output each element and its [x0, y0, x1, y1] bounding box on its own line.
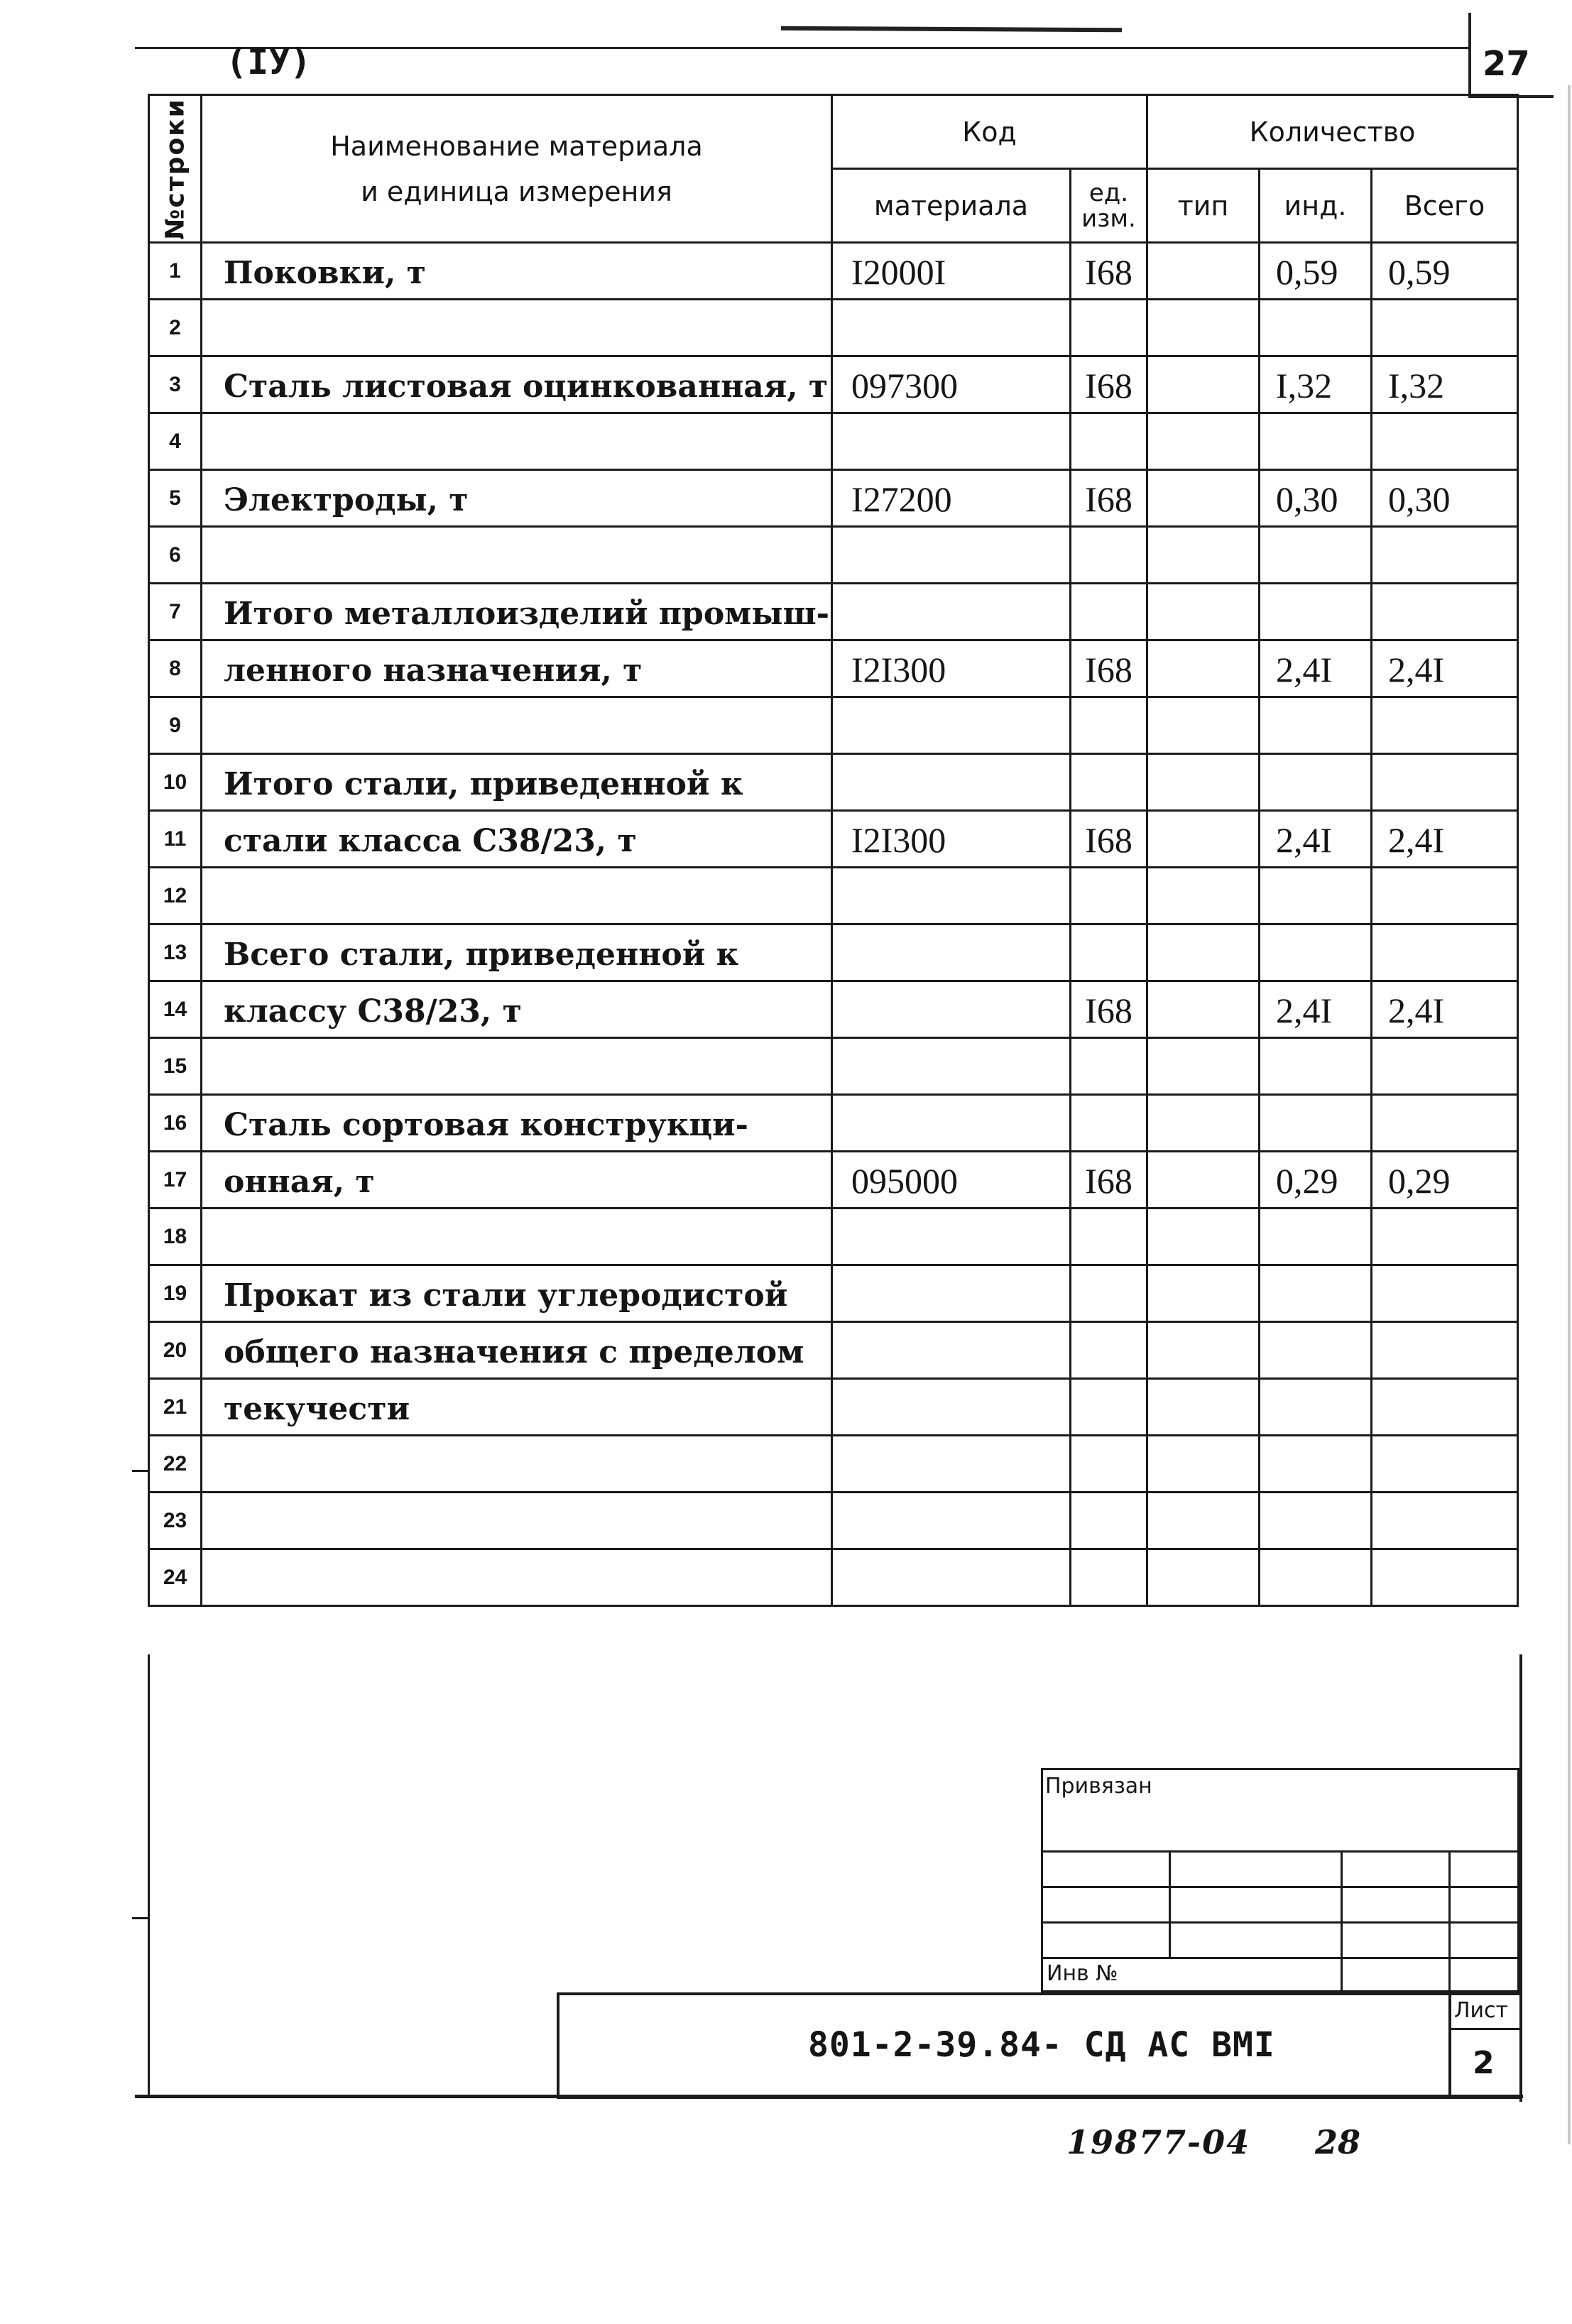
section-mark: (IУ) — [226, 41, 312, 82]
handwritten-archive-number: 19877-04 — [1066, 2123, 1251, 2161]
material-name-cell: текучести — [202, 1379, 832, 1436]
table-row — [149, 924, 1518, 981]
row-number-cell: 23 — [149, 1493, 202, 1549]
qty-type-cell — [1147, 1379, 1260, 1436]
qty-type-cell — [1147, 356, 1260, 413]
unit-code-cell — [1071, 1265, 1147, 1322]
qty-type-cell — [1147, 1549, 1260, 1606]
material-name-cell: Сталь сортовая конструкци- — [202, 1095, 832, 1152]
material-name-cell — [202, 1209, 832, 1265]
material-code-cell: I2I300 — [832, 640, 1071, 697]
qty-type-cell — [1147, 924, 1260, 981]
table-row — [149, 1379, 1518, 1436]
unit-code-cell — [1071, 1322, 1147, 1379]
unit-code-cell — [1071, 1038, 1147, 1095]
unit-code-cell: I68 — [1071, 243, 1147, 300]
qty-total-cell: 2,4I — [1372, 640, 1518, 697]
unit-code-cell — [1071, 1095, 1147, 1152]
stamp-line — [1041, 1886, 1519, 1888]
row-number-cell: 16 — [149, 1095, 202, 1152]
qty-ind-cell — [1260, 754, 1372, 811]
sheet-divider — [1448, 2028, 1522, 2030]
material-code-cell — [832, 981, 1071, 1038]
qty-ind-cell — [1260, 924, 1372, 981]
qty-total-cell — [1372, 1549, 1518, 1606]
margin-tick — [132, 1917, 149, 1919]
row-number-cell: 24 — [149, 1549, 202, 1606]
row-number-cell: 21 — [149, 1379, 202, 1436]
qty-ind-cell: 2,4I — [1260, 811, 1372, 868]
table-row — [149, 356, 1518, 413]
page-number: 27 — [1483, 44, 1530, 84]
material-code-cell — [832, 300, 1071, 356]
material-code-cell — [832, 1436, 1071, 1493]
unit-code-cell — [1071, 1379, 1147, 1436]
table-body — [149, 243, 1518, 1606]
table-row — [149, 811, 1518, 868]
qty-ind-cell — [1260, 413, 1372, 470]
table-row — [149, 697, 1518, 754]
qty-total-cell: I,32 — [1372, 356, 1518, 413]
qty-type-cell — [1147, 981, 1260, 1038]
material-code-cell — [832, 1095, 1071, 1152]
qty-ind-cell — [1260, 1265, 1372, 1322]
qty-total-cell — [1372, 1379, 1518, 1436]
qty-type-cell — [1147, 811, 1260, 868]
unit-code-cell — [1071, 413, 1147, 470]
row-number-cell: 14 — [149, 981, 202, 1038]
unit-code-cell — [1071, 697, 1147, 754]
row-number-cell: 22 — [149, 1436, 202, 1493]
table-row — [149, 1493, 1518, 1549]
material-code-cell: I2I300 — [832, 811, 1071, 868]
row-number-cell: 3 — [149, 356, 202, 413]
qty-total-cell — [1372, 1265, 1518, 1322]
unit-code-cell: I68 — [1071, 640, 1147, 697]
material-name-cell: Сталь листовая оцинкованная, т — [202, 356, 832, 413]
row-number-cell: 1 — [149, 243, 202, 300]
material-code-cell — [832, 584, 1071, 640]
material-code-cell: 095000 — [832, 1152, 1071, 1209]
unit-code-cell: I68 — [1071, 470, 1147, 527]
material-code-cell — [832, 1549, 1071, 1606]
unit-code-cell: I68 — [1071, 981, 1147, 1038]
qty-type-cell — [1147, 1436, 1260, 1493]
qty-total-cell — [1372, 924, 1518, 981]
qty-total-cell — [1372, 754, 1518, 811]
document-code: 801-2-39.84- СД АС ВМI — [808, 2025, 1275, 2065]
header-quantity: Количество — [1147, 95, 1518, 169]
qty-ind-cell: 2,4I — [1260, 981, 1372, 1038]
header-code-unit: ед. изм. — [1071, 169, 1147, 243]
qty-ind-cell — [1260, 1095, 1372, 1152]
unit-code-cell — [1071, 868, 1147, 924]
qty-total-cell: 2,4I — [1372, 811, 1518, 868]
material-name-cell: Всего стали, приведенной к — [202, 924, 832, 981]
stamp-line — [1341, 1850, 1343, 1992]
qty-ind-cell — [1260, 697, 1372, 754]
table-row — [149, 1038, 1518, 1095]
table-row — [149, 1322, 1518, 1379]
row-number-cell: 12 — [149, 868, 202, 924]
qty-total-cell — [1372, 413, 1518, 470]
unit-code-cell — [1071, 924, 1147, 981]
qty-ind-cell: 0,30 — [1260, 470, 1372, 527]
header-code: Код — [832, 95, 1147, 169]
row-number-cell: 18 — [149, 1209, 202, 1265]
material-name-cell — [202, 413, 832, 470]
qty-type-cell — [1147, 527, 1260, 584]
page-edge — [1568, 85, 1571, 2144]
material-code-cell — [832, 527, 1071, 584]
material-code-cell — [832, 1209, 1071, 1265]
stamp-line — [1169, 1850, 1171, 1957]
material-name-cell — [202, 300, 832, 356]
row-number-cell: 2 — [149, 300, 202, 356]
material-name-cell: онная, т — [202, 1152, 832, 1209]
unit-code-cell: I68 — [1071, 811, 1147, 868]
table-row — [149, 243, 1518, 300]
frame-left — [148, 1654, 150, 2095]
row-number-cell: 15 — [149, 1038, 202, 1095]
qty-total-cell: 0,29 — [1372, 1152, 1518, 1209]
qty-total-cell — [1372, 868, 1518, 924]
qty-ind-cell: 0,59 — [1260, 243, 1372, 300]
material-name-cell: Итого металлоизделий промыш- — [202, 584, 832, 640]
material-name-cell: классу С38/23, т — [202, 981, 832, 1038]
material-name-cell: Прокат из стали углеродистой — [202, 1265, 832, 1322]
qty-ind-cell — [1260, 1549, 1372, 1606]
material-code-cell: 097300 — [832, 356, 1071, 413]
table-row — [149, 868, 1518, 924]
table-row — [149, 1436, 1518, 1493]
material-name-cell: общего назначения с пределом — [202, 1322, 832, 1379]
material-name-cell — [202, 1549, 832, 1606]
qty-total-cell: 0,59 — [1372, 243, 1518, 300]
stamp-line — [1041, 1921, 1519, 1924]
unit-code-cell: I68 — [1071, 1152, 1147, 1209]
qty-ind-cell — [1260, 1322, 1372, 1379]
unit-code-cell — [1071, 1209, 1147, 1265]
row-number-cell: 17 — [149, 1152, 202, 1209]
material-code-cell — [832, 1038, 1071, 1095]
qty-type-cell — [1147, 1322, 1260, 1379]
qty-ind-cell — [1260, 868, 1372, 924]
qty-type-cell — [1147, 1493, 1260, 1549]
unit-code-cell — [1071, 1549, 1147, 1606]
qty-total-cell — [1372, 1038, 1518, 1095]
qty-type-cell — [1147, 243, 1260, 300]
qty-total-cell — [1372, 1493, 1518, 1549]
unit-code-cell — [1071, 1493, 1147, 1549]
row-number-cell: 4 — [149, 413, 202, 470]
table-row — [149, 470, 1518, 527]
material-code-cell: I2000I — [832, 243, 1071, 300]
material-code-cell — [832, 697, 1071, 754]
row-number-cell: 13 — [149, 924, 202, 981]
table-row — [149, 413, 1518, 470]
qty-type-cell — [1147, 1095, 1260, 1152]
qty-type-cell — [1147, 470, 1260, 527]
table-row — [149, 640, 1518, 697]
unit-code-cell: I68 — [1071, 356, 1147, 413]
qty-ind-cell — [1260, 1379, 1372, 1436]
qty-total-cell — [1372, 527, 1518, 584]
qty-type-cell — [1147, 697, 1260, 754]
materials-table — [148, 94, 1519, 1607]
stamp-line — [1448, 1850, 1451, 1992]
qty-type-cell — [1147, 868, 1260, 924]
table-row — [149, 1549, 1518, 1606]
qty-total-cell: 0,30 — [1372, 470, 1518, 527]
qty-type-cell — [1147, 1038, 1260, 1095]
qty-ind-cell — [1260, 527, 1372, 584]
material-name-cell — [202, 1493, 832, 1549]
header-row-number: №строки — [149, 95, 202, 243]
table-row — [149, 527, 1518, 584]
material-name-cell: Поковки, т — [202, 243, 832, 300]
qty-ind-cell — [1260, 1209, 1372, 1265]
qty-total-cell — [1372, 697, 1518, 754]
qty-type-cell — [1147, 1209, 1260, 1265]
material-code-cell — [832, 1493, 1071, 1549]
qty-type-cell — [1147, 1152, 1260, 1209]
material-name-cell — [202, 868, 832, 924]
qty-ind-cell — [1260, 584, 1372, 640]
material-name-cell — [202, 1038, 832, 1095]
qty-ind-cell: 0,29 — [1260, 1152, 1372, 1209]
sheet-number: 2 — [1473, 2045, 1495, 2081]
material-code-cell: I27200 — [832, 470, 1071, 527]
material-code-cell — [832, 1379, 1071, 1436]
qty-total-cell — [1372, 1209, 1518, 1265]
row-number-cell: 19 — [149, 1265, 202, 1322]
material-name-cell: Электроды, т — [202, 470, 832, 527]
unit-code-cell — [1071, 754, 1147, 811]
top-heavy-rule — [781, 26, 1122, 33]
sheet-label: Лист — [1454, 1998, 1509, 2023]
qty-ind-cell — [1260, 1038, 1372, 1095]
qty-ind-cell — [1260, 1493, 1372, 1549]
qty-ind-cell — [1260, 1436, 1372, 1493]
handwritten-page-number: 28 — [1315, 2123, 1361, 2161]
qty-total-cell — [1372, 1322, 1518, 1379]
qty-total-cell — [1372, 584, 1518, 640]
header-code-material: материала — [832, 169, 1071, 243]
header-qty-type: тип — [1147, 169, 1260, 243]
qty-total-cell — [1372, 300, 1518, 356]
material-code-cell — [832, 924, 1071, 981]
binding-label: Привязан — [1045, 1774, 1152, 1799]
table-row — [149, 1209, 1518, 1265]
header-material-name: Наименование материала и единица измерения — [202, 95, 832, 243]
material-code-cell — [832, 1322, 1071, 1379]
margin-tick — [132, 1470, 149, 1472]
row-number-cell: 20 — [149, 1322, 202, 1379]
table-row — [149, 1152, 1518, 1209]
inventory-label: Инв № — [1047, 1961, 1118, 1986]
unit-code-cell — [1071, 527, 1147, 584]
qty-type-cell — [1147, 413, 1260, 470]
qty-total-cell: 2,4I — [1372, 981, 1518, 1038]
top-rule — [135, 47, 1470, 49]
material-code-cell — [832, 1265, 1071, 1322]
row-number-cell: 6 — [149, 527, 202, 584]
qty-ind-cell: I,32 — [1260, 356, 1372, 413]
qty-type-cell — [1147, 640, 1260, 697]
material-name-cell: Итого стали, приведенной к — [202, 754, 832, 811]
row-number-cell: 10 — [149, 754, 202, 811]
row-number-cell: 11 — [149, 811, 202, 868]
row-number-cell: 7 — [149, 584, 202, 640]
header-qty-total: Всего — [1372, 169, 1518, 243]
material-name-cell — [202, 1436, 832, 1493]
qty-type-cell — [1147, 1265, 1260, 1322]
unit-code-cell — [1071, 584, 1147, 640]
table-row — [149, 981, 1518, 1038]
qty-type-cell — [1147, 300, 1260, 356]
material-name-cell — [202, 697, 832, 754]
stamp-line — [1041, 1957, 1519, 1959]
table-row — [149, 1095, 1518, 1152]
table-row — [149, 584, 1518, 640]
material-name-cell — [202, 527, 832, 584]
qty-ind-cell — [1260, 300, 1372, 356]
qty-type-cell — [1147, 584, 1260, 640]
header-qty-ind: инд. — [1260, 169, 1372, 243]
material-code-cell — [832, 868, 1071, 924]
unit-code-cell — [1071, 300, 1147, 356]
material-code-cell — [832, 413, 1071, 470]
table-row — [149, 1265, 1518, 1322]
qty-ind-cell: 2,4I — [1260, 640, 1372, 697]
stamp-line — [1041, 1850, 1519, 1853]
material-name-cell: стали класса С38/23, т — [202, 811, 832, 868]
row-number-cell: 9 — [149, 697, 202, 754]
material-name-cell: ленного назначения, т — [202, 640, 832, 697]
row-number-cell: 8 — [149, 640, 202, 697]
qty-type-cell — [1147, 754, 1260, 811]
unit-code-cell — [1071, 1436, 1147, 1493]
table-row — [149, 754, 1518, 811]
qty-total-cell — [1372, 1095, 1518, 1152]
row-number-cell: 5 — [149, 470, 202, 527]
qty-total-cell — [1372, 1436, 1518, 1493]
table-row — [149, 300, 1518, 356]
material-code-cell — [832, 754, 1071, 811]
